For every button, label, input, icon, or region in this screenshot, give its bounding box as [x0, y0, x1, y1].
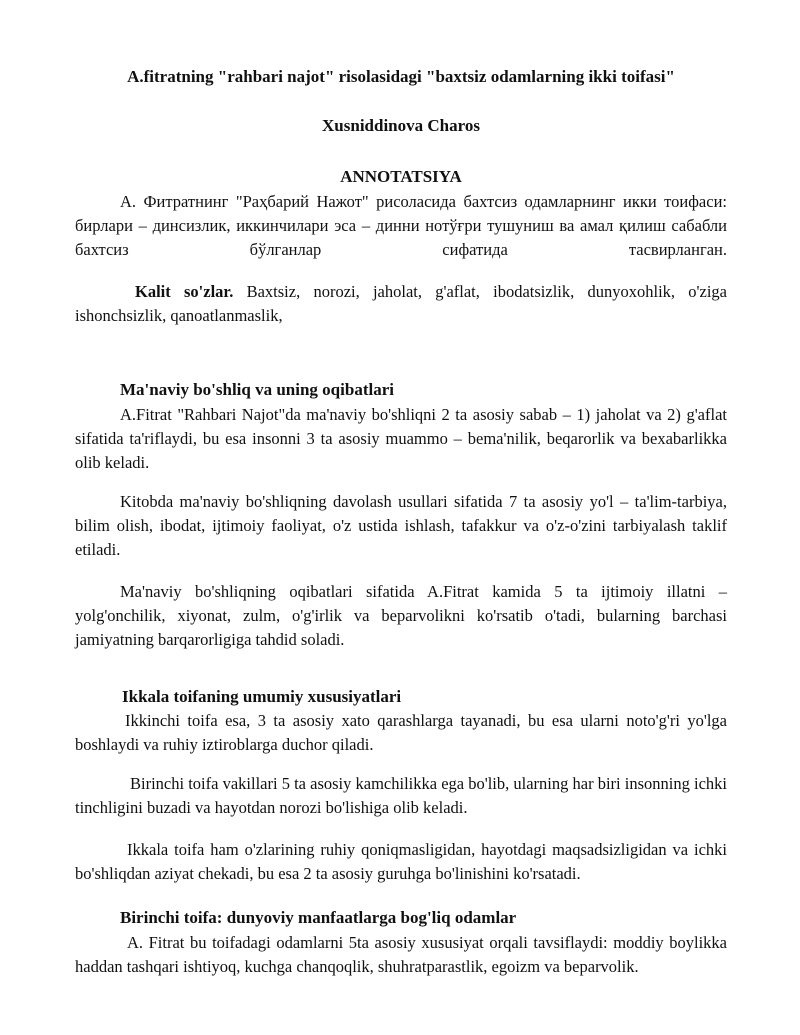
document-title: A.fitratning "rahbari najot" risolasidagi "baxtsiz odamlarning ikki toifasi"	[127, 67, 675, 86]
section-1-paragraph-1: A.Fitrat "Rahbari Najot"da ma'naviy bo'shliqni 2 ta asosiy sabab – 1) jaholat va 2) g'aflat sifatida ta'riflaydi, bu esa insonni 3 ta asosiy muammo – bema'nilik, beqarorlik va bexabarlikka olib keladi.	[75, 405, 727, 472]
document-author: Xusniddinova Charos	[322, 116, 480, 135]
keywords-label: Kalit so'zlar.	[135, 282, 234, 301]
section-2-paragraph-2: Birinchi toifa vakillari 5 ta asosiy kamchilikka ega bo'lib, ularning har biri insonning ichki tinchligini buzadi va hayotdan norozi bo'lishiga olib keladi.	[75, 774, 727, 817]
keywords-text: Baxtsiz, norozi, jaholat, g'aflat, ibodatsizlik, dunyoxohlik, o'ziga ishonchsizlik, qanoatlanmaslik,	[75, 282, 727, 325]
section-3-paragraph-1: A. Fitrat bu toifadagi odamlarni 5ta asosiy xususiyat orqali tavsiflaydi: moddiy boylikka haddan tashqari ishtiyoq, kuchga chanqoqlik, shuhratparastlik, egoizm va beparvolik.	[75, 933, 727, 976]
section-heading-spiritual-void: Ma'naviy bo'shliq va uning oqibatlari	[120, 380, 394, 399]
section-1-paragraph-3: Ma'naviy bo'shliqning oqibatlari sifatida A.Fitrat kamida 5 ta ijtimoiy illatni – yolg'onchilik, xiyonat, zulm, o'g'irlik va beparvolikni ko'rsatib o'tadi, bularning barchasi jamiyatning barqarorligiga tahdid soladi.	[75, 582, 727, 649]
section-heading-first-group: Birinchi toifa: dunyoviy manfaatlarga bog'liq odamlar	[120, 908, 517, 927]
annotation-heading: ANNOTATSIYA	[340, 167, 462, 186]
section-heading-common-traits: Ikkala toifaning umumiy xususiyatlari	[122, 687, 402, 706]
annotation-text: А. Фитратнинг "Раҳбарий Нажот" рисоласида бахтсиз одамларнинг икки тоифаси: бирлари – динсизлик, иккинчилари эса – динни нотўғри тушуниш ва амал қилиш сабабли бахтсиз бўлганлар сифатида тасвирланган.	[75, 192, 727, 259]
section-1-paragraph-2: Kitobda ma'naviy bo'shliqning davolash usullari sifatida 7 ta asosiy yo'l – ta'lim-tarbiya, bilim olish, ibodat, ijtimoiy faoliyat, o'z ustida ishlash, tafakkur va o'z-o'zini tarbiyalash taklif etiladi.	[75, 492, 727, 559]
keywords-paragraph	[75, 280, 727, 328]
section-2-paragraph-1: Ikkinchi toifa esa, 3 ta asosiy xato qarashlarga tayanadi, bu esa ularni noto'g'ri yo'lga boshlaydi va ruhiy iztiroblarga duchor qiladi.	[75, 711, 727, 754]
section-2-paragraph-3: Ikkala toifa ham o'zlarining ruhiy qoniqmasligidan, hayotdagi maqsadsizligidan va ichki bo'shliqdan aziyat chekadi, bu esa 2 ta asosiy guruhga bo'linishini ko'rsatadi.	[75, 840, 727, 883]
